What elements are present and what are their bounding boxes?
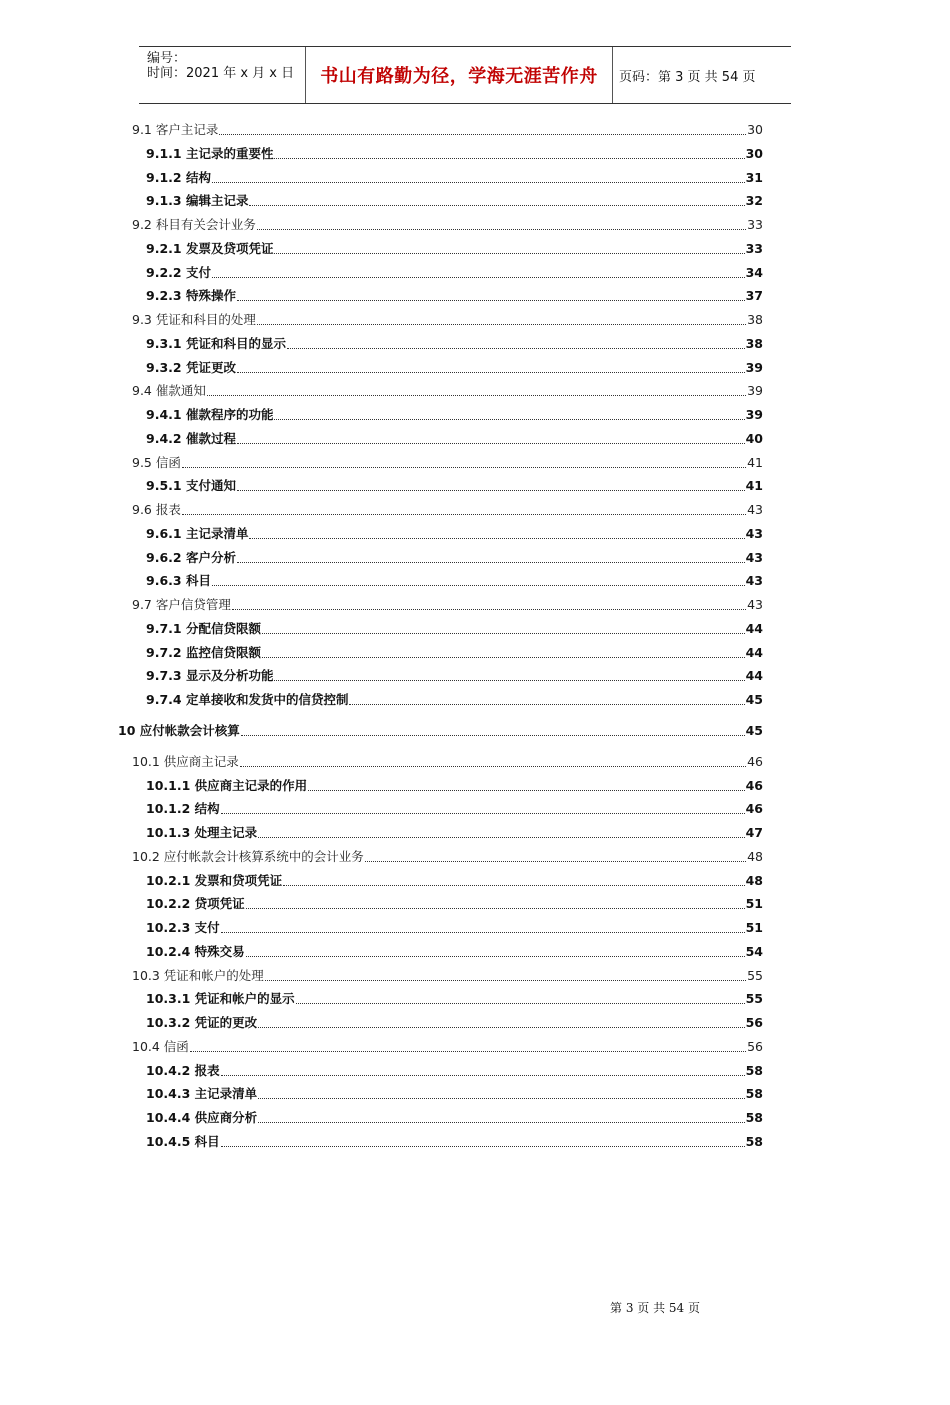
toc-leader-dots <box>241 734 745 736</box>
toc-leader-dots <box>349 703 744 705</box>
toc-entry[interactable] <box>146 359 763 377</box>
toc-leader-dots <box>258 1121 744 1123</box>
header-motto: 书山有路勤为径，学海无涯苦作舟 <box>320 66 598 87</box>
header-motto-cell <box>306 47 613 103</box>
toc-leader-dots <box>237 489 745 491</box>
toc-entry[interactable] <box>146 872 763 890</box>
toc-entry-page: 54 <box>745 943 763 959</box>
toc-entry-page: 44 <box>745 620 763 636</box>
toc-entry-page: 51 <box>745 920 763 935</box>
page-header <box>139 46 791 104</box>
header-page-cell <box>613 47 791 103</box>
toc-leader-dots <box>212 181 745 183</box>
toc-entry[interactable] <box>132 216 763 234</box>
toc-entry-page: 43 <box>745 525 763 541</box>
toc-entry[interactable] <box>146 777 763 795</box>
toc-entry-title: 10.4.5 科目 <box>146 1133 220 1149</box>
toc-entry-title: 9.2.2 支付 <box>146 264 211 280</box>
toc-entry[interactable] <box>146 1133 763 1151</box>
toc-entry-title: 9.6.2 客户分析 <box>146 549 236 565</box>
toc-entry-title: 9.1 客户主记录 <box>132 122 219 137</box>
toc-entry-page: 43 <box>747 597 763 612</box>
toc-leader-dots <box>308 789 744 791</box>
toc-entry-title: 10.2.2 贷项凭证 <box>146 896 245 912</box>
toc-entry[interactable] <box>146 525 763 543</box>
toc-entry-title: 9.3 凭证和科目的处理 <box>132 312 256 327</box>
toc-leader-dots <box>296 1002 745 1004</box>
toc-entry-title: 9.4.1 催款程序的功能 <box>146 407 274 422</box>
toc-entry-title: 9.6 报表 <box>132 502 181 517</box>
toc-leader-dots <box>237 442 745 444</box>
toc-entry-page: 47 <box>745 825 763 840</box>
toc-entry-page: 41 <box>747 454 763 470</box>
header-meta-cell <box>139 47 306 103</box>
toc-leader-dots <box>240 765 746 767</box>
toc-entry-title: 10.4.4 供应商分析 <box>146 1110 258 1125</box>
toc-entry-page: 39 <box>745 407 763 422</box>
toc-leader-dots <box>262 656 745 658</box>
toc-leader-dots <box>365 860 746 862</box>
toc-entry[interactable] <box>146 691 763 709</box>
toc-entry-title: 9.2 科目有关会计业务 <box>132 217 256 232</box>
toc-entry[interactable] <box>132 596 763 614</box>
toc-entry-title: 9.7.3 显示及分析功能 <box>146 668 274 684</box>
toc-entry[interactable] <box>132 454 763 472</box>
toc-entry-title: 9.7 客户信贷管理 <box>132 597 231 612</box>
toc-entry-page: 58 <box>745 1110 763 1125</box>
toc-entry-title: 10.3.1 凭证和帐户的显示 <box>146 991 295 1007</box>
toc-entry-page: 40 <box>745 430 763 446</box>
toc-entry[interactable] <box>132 1038 763 1056</box>
header-number-label: 编号： <box>147 51 187 66</box>
toc-entry-page: 39 <box>747 383 763 399</box>
toc-entry-page: 56 <box>747 1038 763 1054</box>
toc-entry[interactable] <box>146 824 763 842</box>
toc-entry-page: 33 <box>747 217 763 232</box>
toc-entry[interactable] <box>132 501 763 519</box>
toc-entry-title: 10.3 凭证和帐户的处理 <box>132 967 264 983</box>
toc-entry-title: 10.2.1 发票和贷项凭证 <box>146 872 283 888</box>
toc-entry[interactable] <box>132 121 763 139</box>
toc-entry[interactable] <box>146 549 763 567</box>
toc-entry[interactable] <box>132 753 763 771</box>
toc-leader-dots <box>221 1074 745 1076</box>
toc-entry-page: 39 <box>745 359 763 375</box>
toc-entry-page: 48 <box>745 872 763 888</box>
toc-entry-title: 10.4.3 主记录清单 <box>146 1086 258 1102</box>
toc-entry-page: 45 <box>745 692 763 707</box>
toc-leader-dots <box>212 584 745 586</box>
toc-entry-page: 46 <box>745 777 763 793</box>
toc-entry-page: 31 <box>745 169 763 185</box>
toc-leader-dots <box>219 133 746 135</box>
toc-entry-title: 9.3.2 凭证更改 <box>146 359 236 375</box>
toc-leader-dots <box>257 228 746 230</box>
toc-entry-title: 9.7.4 定单接收和发货中的信贷控制 <box>146 692 349 707</box>
toc-leader-dots <box>262 632 745 634</box>
toc-entry[interactable] <box>146 895 763 913</box>
toc-entry-title: 9.5 信函 <box>132 454 181 470</box>
toc-entry-title: 9.6.1 主记录清单 <box>146 525 249 541</box>
toc-leader-dots <box>274 679 744 681</box>
toc-entry-title: 10 应付帐款会计核算 <box>118 722 240 738</box>
toc-entry-title: 10.1.1 供应商主记录的作用 <box>146 777 308 793</box>
toc-entry-page: 46 <box>747 753 763 769</box>
toc-entry-page: 44 <box>745 668 763 684</box>
toc-leader-dots <box>207 394 746 396</box>
toc-entry-page: 58 <box>745 1133 763 1149</box>
toc-entry[interactable] <box>146 145 763 163</box>
toc-entry-title: 10.2 应付帐款会计核算系统中的会计业务 <box>132 848 364 864</box>
toc-entry-page: 30 <box>747 122 763 137</box>
toc-entry-page: 48 <box>747 848 763 864</box>
toc-entry-title: 10.4 信函 <box>132 1038 189 1054</box>
toc-entry-page: 33 <box>745 240 763 256</box>
toc-entry-title: 9.2.3 特殊操作 <box>146 288 236 304</box>
toc-entry-title: 9.7.1 分配信贷限额 <box>146 620 261 636</box>
toc-leader-dots <box>182 466 746 468</box>
toc-entry[interactable] <box>146 943 763 961</box>
toc-entry-page: 38 <box>745 335 763 351</box>
toc-entry[interactable] <box>146 572 763 590</box>
header-page-label: 页码：第 3 页 共 54 页 <box>619 69 756 85</box>
toc-entry-title: 10.2.4 特殊交易 <box>146 943 245 959</box>
toc-entry-page: 43 <box>745 549 763 565</box>
toc-entry-page: 58 <box>745 1086 763 1102</box>
toc-leader-dots <box>190 1050 746 1052</box>
toc-entry-title: 9.7.2 监控信贷限额 <box>146 644 261 660</box>
toc-entry-page: 32 <box>745 193 763 209</box>
toc-entry-title: 9.1.3 编辑主记录 <box>146 193 249 209</box>
toc-entry[interactable] <box>146 990 763 1008</box>
toc-entry-page: 55 <box>747 967 763 983</box>
toc-entry[interactable] <box>146 264 763 282</box>
toc-leader-dots <box>274 157 744 159</box>
toc-entry-page: 38 <box>747 312 763 327</box>
toc-entry[interactable] <box>118 722 763 740</box>
toc-entry[interactable] <box>146 644 763 662</box>
toc-entry[interactable] <box>146 240 763 258</box>
toc-entry[interactable] <box>132 311 763 329</box>
toc-leader-dots <box>287 347 745 349</box>
toc-entry-page: 43 <box>747 502 763 517</box>
toc-entry[interactable] <box>146 1014 763 1032</box>
toc-leader-dots <box>249 537 744 539</box>
toc-leader-dots <box>257 323 746 325</box>
toc-entry[interactable] <box>146 1109 763 1127</box>
toc-entry[interactable] <box>132 848 763 866</box>
toc-entry-page: 44 <box>745 644 763 660</box>
toc-leader-dots <box>258 1026 744 1028</box>
toc-entry-title: 9.6.3 科目 <box>146 573 211 589</box>
toc-leader-dots <box>221 931 745 933</box>
toc-entry[interactable] <box>146 406 763 424</box>
toc-leader-dots <box>283 884 744 886</box>
toc-entry-title: 10.1.3 处理主记录 <box>146 825 258 840</box>
toc-entry-page: 30 <box>745 145 763 161</box>
toc-entry[interactable] <box>132 967 763 985</box>
page-footer: 第 3 页 共 54 页 <box>610 1301 700 1315</box>
toc-entry-title: 9.4 催款通知 <box>132 383 206 399</box>
toc-entry[interactable] <box>146 335 763 353</box>
toc-entry-page: 51 <box>745 896 763 912</box>
toc-entry-page: 37 <box>745 288 763 304</box>
toc-leader-dots <box>237 561 745 563</box>
toc-leader-dots <box>232 608 746 610</box>
toc-leader-dots <box>258 836 744 838</box>
toc-leader-dots <box>182 513 746 515</box>
toc-entry[interactable] <box>146 169 763 187</box>
toc-entry[interactable] <box>146 667 763 685</box>
toc-entry-page: 45 <box>745 722 763 738</box>
toc-entry-title: 10.3.2 凭证的更改 <box>146 1015 258 1030</box>
toc-entry-title: 10.4.2 报表 <box>146 1062 220 1078</box>
toc-entry[interactable] <box>146 477 763 495</box>
toc-entry-title: 10.2.3 支付 <box>146 920 220 935</box>
toc-leader-dots <box>274 252 744 254</box>
toc-leader-dots <box>246 955 745 957</box>
toc-entry-title: 9.1.2 结构 <box>146 169 211 185</box>
toc-entry-page: 55 <box>745 991 763 1007</box>
toc-leader-dots <box>212 276 745 278</box>
toc-leader-dots <box>274 418 744 420</box>
toc-entry-title: 9.2.1 发票及贷项凭证 <box>146 240 274 256</box>
toc-entry-title: 9.5.1 支付通知 <box>146 478 236 494</box>
toc-entry[interactable] <box>146 287 763 305</box>
toc-entry[interactable] <box>146 192 763 210</box>
toc-entry-title: 9.4.2 催款过程 <box>146 430 236 446</box>
toc-entry-title: 10.1.2 结构 <box>146 801 220 817</box>
toc-entry-page: 58 <box>745 1062 763 1078</box>
toc-entry[interactable] <box>146 1062 763 1080</box>
toc-leader-dots <box>237 299 745 301</box>
toc-entry-title: 10.1 供应商主记录 <box>132 753 239 769</box>
toc-entry-title: 9.3.1 凭证和科目的显示 <box>146 335 286 351</box>
toc-entry[interactable] <box>132 382 763 400</box>
toc-entry[interactable] <box>146 1085 763 1103</box>
toc-leader-dots <box>246 907 745 909</box>
toc-entry-page: 41 <box>745 478 763 494</box>
toc-entry[interactable] <box>146 620 763 638</box>
toc-leader-dots <box>237 371 745 373</box>
toc-leader-dots <box>258 1097 744 1099</box>
toc-entry-page: 46 <box>745 801 763 817</box>
toc-entry[interactable] <box>146 430 763 448</box>
toc-leader-dots <box>265 979 746 981</box>
toc-leader-dots <box>221 812 745 814</box>
toc-entry-title: 9.1.1 主记录的重要性 <box>146 145 274 161</box>
header-time-label: 时间：2021 年 x 月 x 日 <box>147 66 295 81</box>
toc-entry-page: 34 <box>745 264 763 280</box>
toc-leader-dots <box>249 204 744 206</box>
toc-entry-page: 56 <box>745 1015 763 1030</box>
toc-entry[interactable] <box>146 919 763 937</box>
toc-leader-dots <box>221 1145 745 1147</box>
toc-entry-page: 43 <box>745 573 763 589</box>
toc-entry[interactable] <box>146 800 763 818</box>
